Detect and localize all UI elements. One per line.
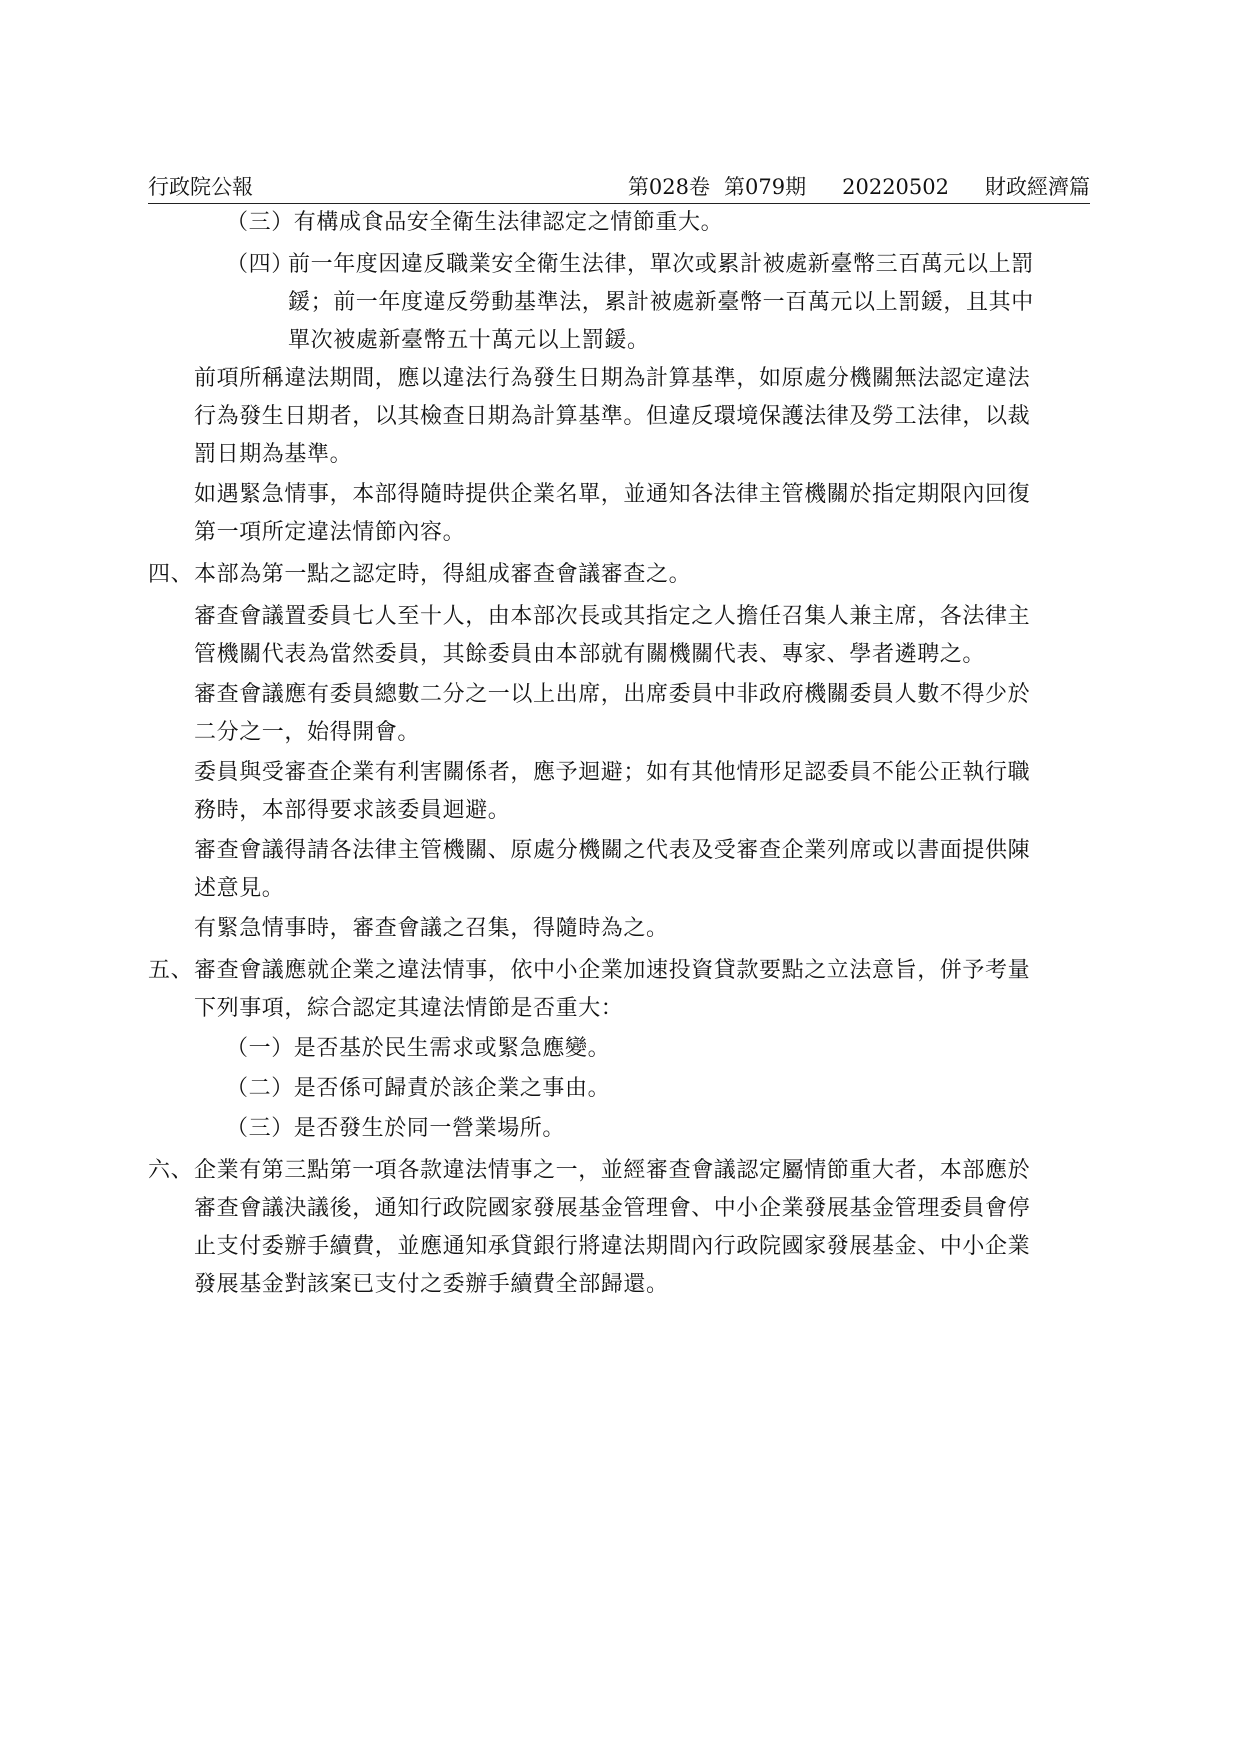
item3-paragraph2 xyxy=(194,360,1030,474)
item4-paragraph4 xyxy=(194,754,1030,830)
publication-title: 行政院公報 xyxy=(148,175,253,199)
item4-paragraph2 xyxy=(194,598,1030,674)
volume-number: 第028卷 xyxy=(627,175,711,199)
item4-paragraph5 xyxy=(194,832,1030,908)
text-line: 發展基金對該案已支付之委辦手續費全部歸還。 xyxy=(194,1272,669,1297)
text-line: 述意見。 xyxy=(194,876,285,901)
text-line: 罰日期為基準。 xyxy=(194,442,353,467)
item3-subitem4-marker: （四） xyxy=(226,252,294,277)
item4-paragraph3 xyxy=(194,676,1030,752)
text-line: 審查會議置委員七人至十人，由本部次長或其指定之人擔任召集人兼主席，各法律主 xyxy=(194,604,1031,629)
item5-text xyxy=(194,952,1030,1028)
text-line: 下列事項，綜合認定其違法情節是否重大： xyxy=(194,996,624,1021)
text-line: 如遇緊急情事，本部得隨時提供企業名單，並通知各法律主管機關於指定期限內回復 xyxy=(194,482,1031,507)
item3-subitem3: （三）有構成食品安全衛生法律認定之情節重大。 xyxy=(226,210,724,235)
text-line: 前一年度因違反職業安全衛生法律，單次或累計被處新臺幣三百萬元以上罰 xyxy=(288,252,1034,277)
item6-marker: 六、 xyxy=(148,1158,194,1183)
text-line: 止支付委辦手續費，並應通知承貸銀行將違法期間內行政院國家發展基金、中小企業 xyxy=(194,1234,1031,1259)
text-line: 企業有第三點第一項各款違法情事之一，並經審查會議認定屬情節重大者，本部應於 xyxy=(194,1158,1031,1183)
item3-subitem4 xyxy=(288,246,1034,360)
item5-marker: 五、 xyxy=(148,958,194,983)
section-name: 財政經濟篇 xyxy=(985,175,1090,199)
text-line: 審查會議應有委員總數二分之一以上出席，出席委員中非政府機關委員人數不得少於 xyxy=(194,682,1031,707)
text-line: 審查會議應就企業之違法情事，依中小企業加速投資貸款要點之立法意旨，併予考量 xyxy=(194,958,1031,983)
item5-subitem1: （一）是否基於民生需求或緊急應變。 xyxy=(226,1036,611,1061)
item4-marker: 四、 xyxy=(148,562,194,587)
item6-text xyxy=(194,1152,1030,1304)
text-line: 行為發生日期者，以其檢查日期為計算基準。但違反環境保護法律及勞工法律，以裁 xyxy=(194,404,1031,429)
text-line: 單次被處新臺幣五十萬元以上罰鍰。 xyxy=(288,328,650,353)
text-line: 前項所稱違法期間，應以違法行為發生日期為計算基準，如原處分機關無法認定違法 xyxy=(194,366,1031,391)
item5-subitem3: （三）是否發生於同一營業場所。 xyxy=(226,1116,566,1141)
text-line: 管機關代表為當然委員，其餘委員由本部就有關機關代表、專家、學者遴聘之。 xyxy=(194,642,986,667)
text-line: 二分之一，始得開會。 xyxy=(194,720,421,745)
issue-number: 第079期 xyxy=(724,175,807,199)
issue-date: 20220502 xyxy=(842,175,949,199)
item4-heading: 本部為第一點之認定時，得組成審查會議審查之。 xyxy=(194,562,692,587)
text-line: 審查會議得請各法律主管機關、原處分機關之代表及受審查企業列席或以書面提供陳 xyxy=(194,838,1031,863)
item4-paragraph6: 有緊急情事時，審查會議之召集，得隨時為之。 xyxy=(194,916,669,941)
text-line: 第一項所定違法情節內容。 xyxy=(194,520,466,545)
item3-paragraph3 xyxy=(194,476,1030,552)
item5-subitem2: （二）是否係可歸責於該企業之事由。 xyxy=(226,1076,611,1101)
text-line: 鍰；前一年度違反勞動基準法，累計被處新臺幣一百萬元以上罰鍰，且其中 xyxy=(288,290,1034,315)
text-line: 務時，本部得要求該委員迴避。 xyxy=(194,798,511,823)
text-line: 審查會議決議後，通知行政院國家發展基金管理會、中小企業發展基金管理委員會停 xyxy=(194,1196,1031,1221)
text-line: 委員與受審查企業有利害關係者，應予迴避；如有其他情形足認委員不能公正執行職 xyxy=(194,760,1031,785)
